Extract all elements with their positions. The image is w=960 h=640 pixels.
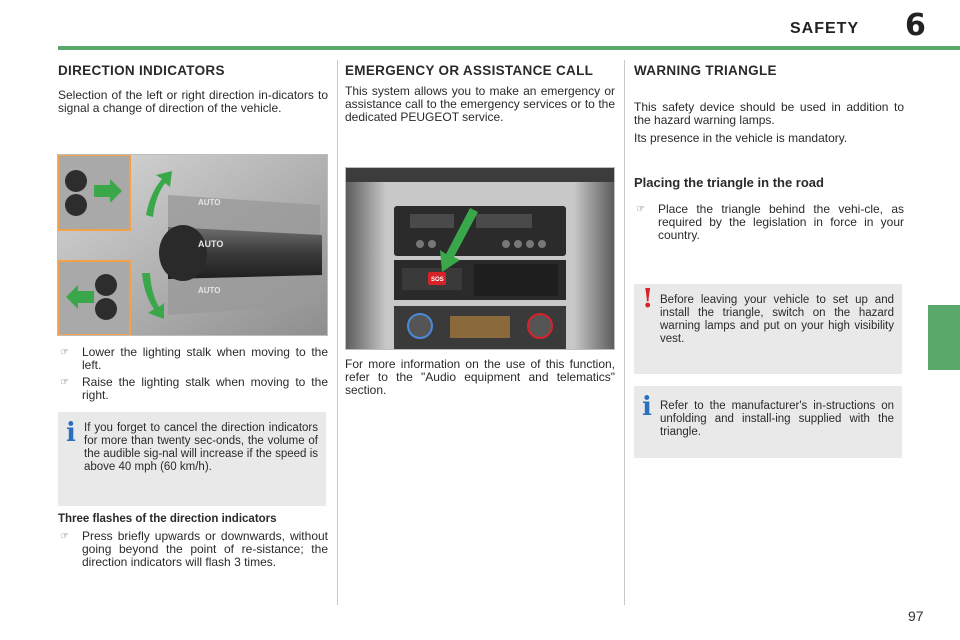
pointing-hand-icon: ☞ bbox=[60, 377, 69, 388]
emergency-call-column bbox=[345, 60, 615, 124]
svg-text:AUTO: AUTO bbox=[198, 239, 224, 249]
lighting-stalk-illustration bbox=[58, 155, 327, 335]
warning-triangle-intro: This safety device should be used in addition to the hazard warning lamps. bbox=[634, 100, 904, 127]
list-item: ☞ Lower the lighting stalk when moving to the left. bbox=[60, 345, 328, 372]
warning-triangle-mandatory: Its presence in the vehicle is mandatory. bbox=[634, 131, 848, 145]
pointing-hand-icon: ☞ bbox=[636, 204, 645, 215]
page-number: 97 bbox=[908, 608, 924, 624]
list-item: ☞ Place the triangle behind the vehi-cle, as required by the legislation in force in your country. bbox=[636, 202, 904, 242]
direction-indicators-column bbox=[58, 60, 328, 115]
emergency-call-outro: For more information on the use of this function, refer to the "Audio equipment and telematics" section. bbox=[345, 357, 615, 397]
emergency-call-outro-block bbox=[345, 358, 615, 397]
info-text: If you forget to cancel the direction indicators for more than twenty sec-onds, the volume of the audible sig-nal will increase if the speed is above 40 mph (60 km/h). bbox=[84, 422, 318, 473]
lighting-stalk-instructions bbox=[58, 346, 328, 402]
section-title: SAFETY bbox=[790, 20, 860, 37]
warning-text: Before leaving your vehicle to set up and install the triangle, switch on the hazard warning lamps and put on your high visibility vest. bbox=[660, 294, 894, 345]
info-box bbox=[634, 386, 902, 458]
header-rule bbox=[58, 46, 960, 50]
direction-indicators-heading: DIRECTION INDICATORS bbox=[58, 63, 225, 78]
three-flashes-section bbox=[58, 512, 328, 569]
svg-text:SOS: SOS bbox=[431, 277, 444, 283]
pointing-hand-icon: ☞ bbox=[60, 531, 69, 542]
three-flashes-heading: Three flashes of the direction indicators bbox=[58, 513, 277, 525]
direction-indicators-intro: Selection of the left or right direction in-dicators to signal a change of direction of the vehicle. bbox=[58, 88, 328, 115]
svg-text:AUTO: AUTO bbox=[198, 286, 221, 295]
svg-text:AUTO: AUTO bbox=[198, 198, 221, 207]
warning-triangle-column bbox=[634, 60, 904, 242]
warning-box bbox=[634, 284, 902, 374]
info-box bbox=[58, 412, 326, 506]
column-divider bbox=[337, 60, 338, 605]
placing-triangle-heading: Placing the triangle in the road bbox=[634, 175, 824, 190]
column-divider bbox=[624, 60, 625, 605]
dashboard-figure bbox=[345, 167, 615, 350]
chapter-side-tab bbox=[928, 305, 960, 370]
emergency-call-intro: This system allows you to make an emergency or assistance call to the emergency services or to the dedicated PEUGEOT service. bbox=[345, 84, 615, 124]
warning-exclamation-icon: ! bbox=[642, 284, 654, 314]
info-icon: i bbox=[66, 418, 76, 448]
emergency-call-heading: EMERGENCY OR ASSISTANCE CALL bbox=[345, 63, 594, 78]
list-item: ☞ Press briefly upwards or downwards, without going beyond the point of re-sistance; the direction indicators will flash 3 times. bbox=[60, 529, 328, 569]
info-icon: i bbox=[642, 392, 652, 422]
warning-triangle-heading: WARNING TRIANGLE bbox=[634, 63, 777, 78]
dashboard-illustration bbox=[346, 168, 614, 349]
pointing-hand-icon: ☞ bbox=[60, 347, 69, 358]
chapter-number: 6 bbox=[905, 8, 926, 43]
list-item: ☞ Raise the lighting stalk when moving to the right. bbox=[60, 375, 328, 402]
lighting-stalk-figure bbox=[57, 154, 328, 336]
info-text: Refer to the manufacturer's in-structions on unfolding and install-ing supplied with the triangle. bbox=[660, 400, 894, 438]
